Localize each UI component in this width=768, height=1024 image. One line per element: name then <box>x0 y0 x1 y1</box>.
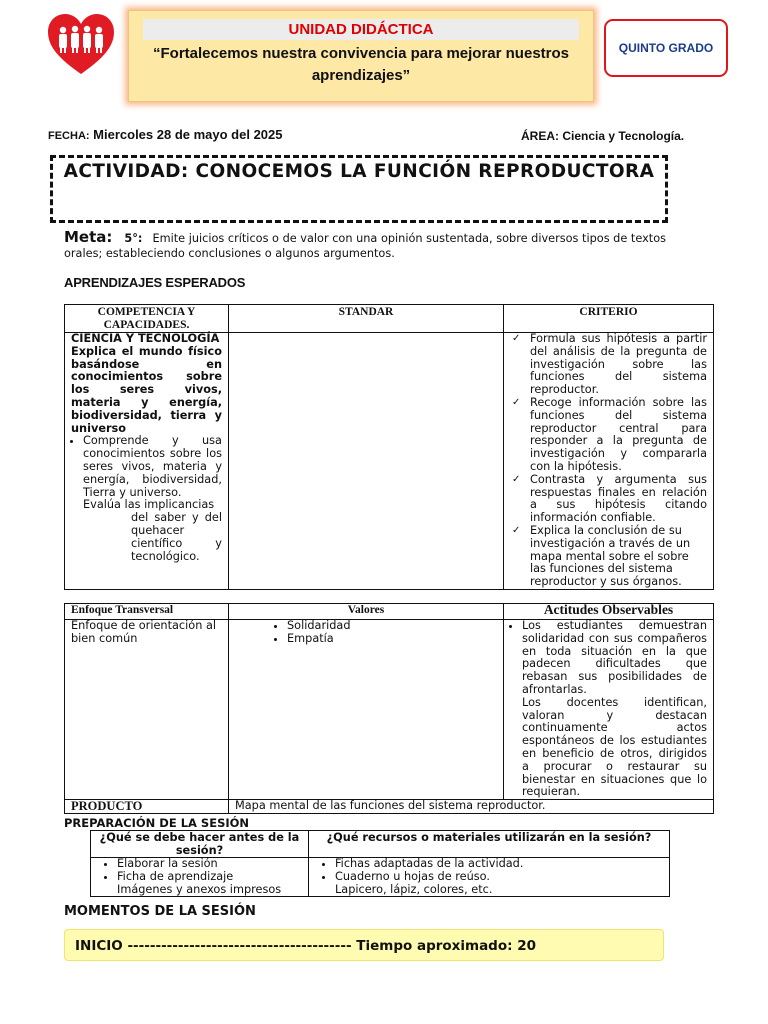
activity-box <box>50 155 668 223</box>
producto-label: PRODUCTO <box>65 800 229 814</box>
recurso-item: • Fichas adaptadas de la actividad. <box>335 858 663 871</box>
unit-banner <box>128 10 594 102</box>
competencia-area: CIENCIA Y TECNOLOGÍA <box>71 332 220 345</box>
header-valores: Valores <box>229 604 504 620</box>
meta-paragraph <box>64 230 666 261</box>
header-standar: STANDAR <box>229 305 504 333</box>
producto-text: Mapa mental de las funciones del sistema reproductor. <box>229 800 714 814</box>
enfoque-cell: Enfoque de orientación al bien común <box>65 620 229 800</box>
recursos-cell <box>309 858 670 897</box>
enfoque-table <box>64 603 714 814</box>
school-logo <box>48 14 114 76</box>
area-label: ÁREA: Ciencia y Tecnología. <box>521 129 685 143</box>
antes-extra: Imágenes y anexos impresos <box>117 882 282 896</box>
header-criterio: CRITERIO <box>504 305 714 333</box>
criterio-item: ✓ Contrasta y argumenta sus respuestas finales en relación a sus hipótesis citando información confiable. <box>510 474 707 525</box>
valor-item: • Solidaridad <box>287 620 497 633</box>
criterio-item: ✓ Formula sus hipótesis a partir del análisis de la pregunta de investigación sobre las funciones del sistema reproductor. <box>510 333 707 397</box>
header-antes: ¿Qué se debe hacer antes de la sesión? <box>91 831 309 858</box>
momentos-title: MOMENTOS DE LA SESIÓN <box>64 904 256 919</box>
valor-item: • Empatía <box>287 633 497 646</box>
criterio-item: ✓ Explica la conclusión de su investigación a través de un mapa mental sobre el sobre las funciones del sistema reproductor y sus órganos. <box>510 525 707 589</box>
banner-title: UNIDAD DIDÁCTICA <box>288 21 434 38</box>
meta-label: Meta: <box>64 228 113 246</box>
actitudes-cell <box>504 620 714 800</box>
criterio-item: ✓ Recoge información sobre las funciones del sistema reproductor central para responder a la pregunta de investigación y compararla con la hipótesis. <box>510 397 707 474</box>
capacidad-item: • Comprende y usa conocimientos sobre los seres vivos, materia y energía, biodiversidad, Tierra y universo. <box>83 435 222 499</box>
recursos-extra: Lapicero, lápiz, colores, etc. <box>335 882 493 896</box>
header-recursos: ¿Qué recursos o materiales utilizarán en la sesión? <box>309 831 670 858</box>
date-line <box>48 127 283 142</box>
capacidad-2b: del saber y del quehacer científico y tecnológico. <box>131 511 222 563</box>
actitud-item: • Los estudiantes demuestran solidaridad con sus compañeros en toda situación en la que padecen dificultades que rebasan sus posibilidades de afrontarlas. <box>522 620 707 697</box>
criterio-cell <box>504 333 714 590</box>
preparacion-title: PREPARACIÓN DE LA SESIÓN <box>64 816 250 830</box>
grade-badge: QUINTO GRADO <box>604 19 728 77</box>
competencia-cell <box>65 333 229 590</box>
banner-subtitle: “Fortalecemos nuestra convivencia para mejorar nuestros aprendizajes” <box>153 45 569 84</box>
actitud-item: Los docentes identifican, valoran y destacan continuamente actos espontáneos de los estudiantes en beneficio de otros, dirigidos a procurar o restaurar su bienestar en situaciones que lo requieran. <box>522 695 707 799</box>
antes-item: • Ficha de aprendizaje <box>117 871 302 884</box>
antes-cell <box>91 858 309 897</box>
header-enfoque: Enfoque Transversal <box>65 604 229 620</box>
competencias-table <box>64 304 714 590</box>
inicio-bar: INICIO ---------------------------------------- Tiempo aproximado: 20 <box>64 929 664 961</box>
header-actitudes: Actitudes Observables <box>504 604 714 620</box>
antes-item: • Elaborar la sesión <box>117 858 302 871</box>
activity-title: ACTIVIDAD: CONOCEMOS LA FUNCIÓN REPRODUCTORA <box>63 161 655 182</box>
valores-cell <box>229 620 504 800</box>
aprendizajes-title: APRENDIZAJES ESPERADOS <box>64 275 246 290</box>
meta-text: Emite juicios críticos o de valor con una opinión sustentada, sobre diversos tipos de textos orales; estableciendo conclusiones o algunos argumentos. <box>64 232 666 260</box>
standar-cell <box>229 333 504 590</box>
recurso-item: • Cuaderno u hojas de reúso. <box>335 871 663 884</box>
date-value: Miercoles 28 de mayo del 2025 <box>89 127 283 142</box>
meta-grade: 5°: <box>124 232 143 245</box>
date-label: FECHA: <box>48 130 90 142</box>
capacidad-2a: Evalúa las implicancias <box>83 498 215 512</box>
competencia-text: Explica el mundo físico basándose en conocimientos sobre los seres vivos, materia y energía, biodiversidad, tierra y universo <box>71 344 222 435</box>
preparacion-table <box>90 830 670 897</box>
header-competencia: COMPETENCIA Y CAPACIDADES. <box>65 305 229 333</box>
